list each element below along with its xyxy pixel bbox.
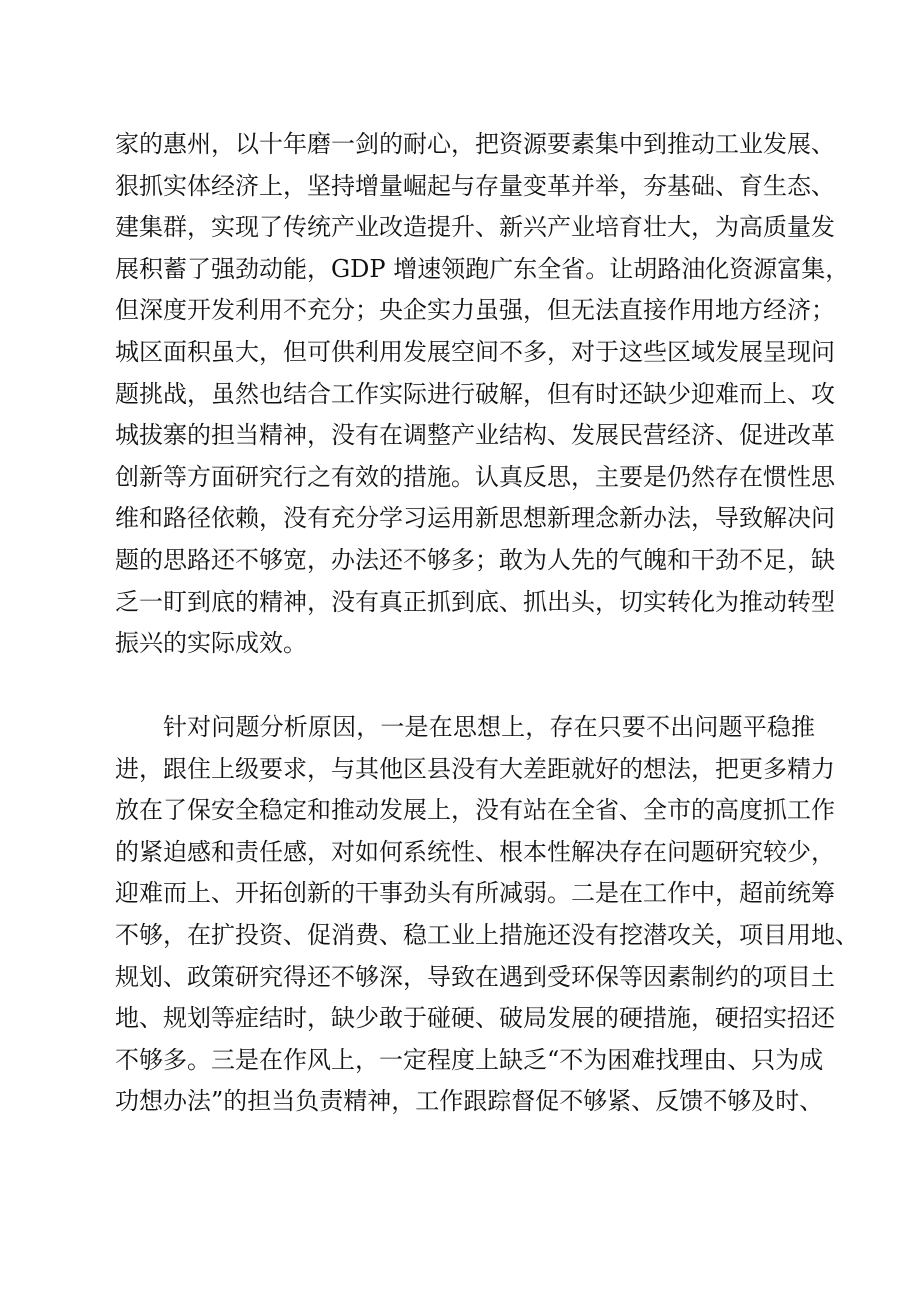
- text-line: 维和路径依赖，没有充分学习运用新思想新理念新办法，导致解决问: [115, 504, 835, 533]
- text-line: 题挑战，虽然也结合工作实际进行破解，但有时还缺少迎难而上、攻: [115, 379, 835, 408]
- text-line: 狠抓实体经济上，坚持增量崛起与存量变革并举，夯基础、育生态、: [115, 171, 835, 200]
- text-line: 家的惠州，以十年磨一剑的耐心，把资源要素集中到推动工业发展、: [115, 130, 835, 158]
- text-line: 针对问题分析原因，一是在思想上，存在只要不出问题平稳推: [163, 713, 815, 741]
- text-line: 城拔寨的担当精神，没有在调整产业结构、发展民营经济、促进改革: [115, 421, 835, 450]
- text-line: 地、规划等症结时，缺少敢于碰硬、破局发展的硬措施，硬招实招还: [115, 1004, 835, 1033]
- paragraph-2: [115, 707, 859, 1123]
- text-line: 建集群，实现了传统产业改造提升、新兴产业培育壮大，为高质量发: [115, 213, 835, 242]
- text-line: 题的思路还不够宽，办法还不够多；敢为人先的气魄和干劲不足，缺: [115, 545, 835, 574]
- paragraph-1: [115, 124, 850, 665]
- text-line: 迎难而上、开拓创新的干事劲头有所减弱。二是在工作中，超前统筹: [115, 879, 835, 908]
- text-line: 功想办法”的担当负责精神，工作跟踪督促不够紧、反馈不够及时、: [115, 1087, 824, 1116]
- text-line: 放在了保安全稳定和推动发展上，没有站在全省、全市的高度抓工作: [115, 796, 835, 825]
- text-line: 乏一盯到底的精神，没有真正抓到底、抓出头，切实转化为推动转型: [115, 587, 835, 616]
- text-line: 规划、政策研究得还不够深，导致在遇到受环保等因素制约的项目土: [115, 962, 835, 991]
- text-line: 展积蓄了强劲动能，GDP 增速领跑广东全省。让胡路油化资源富集，: [115, 254, 850, 283]
- text-line: 不够多。三是在作风上，一定程度上缺乏“不为困难找理由、只为成: [115, 1045, 824, 1074]
- text-line: 但深度开发利用不充分；央企实力虽强，但无法直接作用地方经济；: [115, 296, 835, 325]
- text-line: 不够，在扩投资、促消费、稳工业上措施还没有挖潜攻关，项目用地、: [115, 920, 859, 949]
- text-line: 的紧迫感和责任感，对如何系统性、根本性解决存在问题研究较少，: [115, 837, 835, 866]
- text-line: 振兴的实际成效。: [115, 629, 307, 658]
- text-line: 创新等方面研究行之有效的措施。认真反思，主要是仍然存在惯性思: [115, 462, 835, 491]
- text-line: 城区面积虽大，但可供利用发展空间不多，对于这些区域发展呈现问: [115, 337, 835, 366]
- text-line: 进，跟住上级要求，与其他区县没有大差距就好的想法，把更多精力: [115, 754, 835, 783]
